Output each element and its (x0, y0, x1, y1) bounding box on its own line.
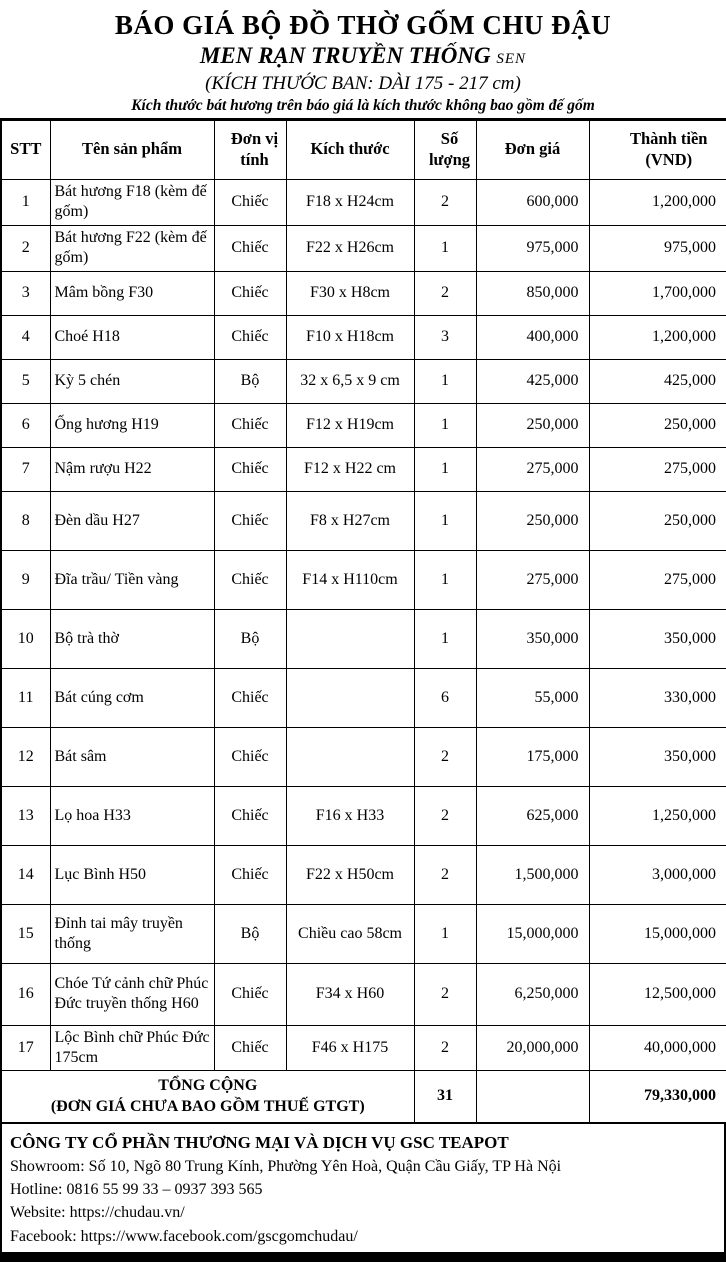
cell-price: 350,000 (476, 609, 589, 668)
cell-qty: 2 (414, 271, 476, 315)
cell-name: Nậm rượu H22 (50, 447, 214, 491)
cell-name: Chóe Tứ cảnh chữ Phúc Đức truyền thống H60 (50, 963, 214, 1025)
cell-size: F8 x H27cm (286, 491, 414, 550)
cell-price: 15,000,000 (476, 904, 589, 963)
facebook-url: https://www.facebook.com/gscgomchudau/ (80, 1227, 358, 1245)
cell-unit: Bộ (214, 609, 286, 668)
cell-size: F16 x H33 (286, 786, 414, 845)
table-row (1, 609, 726, 668)
total-label (1, 1070, 414, 1123)
col-header-total: Thành tiền (VND) (589, 119, 726, 179)
cell-price: 55,000 (476, 668, 589, 727)
cell-qty: 2 (414, 1025, 476, 1070)
cell-stt: 12 (1, 727, 50, 786)
table-row (1, 179, 726, 225)
subtitle-suffix: SEN (496, 51, 527, 68)
cell-total: 275,000 (589, 550, 726, 609)
company-footer (0, 1124, 726, 1252)
col-header-stt: STT (1, 119, 50, 179)
col-header-size: Kích thước (286, 119, 414, 179)
grand-total-amount: 79,330,000 (589, 1070, 726, 1123)
facebook-line (10, 1225, 716, 1248)
showroom-address: Showroom: Số 10, Ngõ 80 Trung Kính, Phường Yên Hoà, Quận Cầu Giấy, TP Hà Nội (10, 1158, 562, 1176)
cell-stt: 14 (1, 845, 50, 904)
subtitle-text: MEN RẠN TRUYỀN THỐNG (199, 43, 491, 69)
cell-name: Lọ hoa H33 (50, 786, 214, 845)
cell-unit: Bộ (214, 359, 286, 403)
cell-unit: Chiếc (214, 315, 286, 359)
cell-size: F18 x H24cm (286, 179, 414, 225)
cell-size: F12 x H19cm (286, 403, 414, 447)
header-row (1, 119, 726, 179)
cell-name: Lục Bình H50 (50, 845, 214, 904)
cell-name: Mâm bồng F30 (50, 271, 214, 315)
table-row (1, 904, 726, 963)
cell-name: Lộc Bình chữ Phúc Đức 175cm (50, 1025, 214, 1070)
price-table-header (1, 119, 726, 179)
cell-name: Đỉnh tai mây truyền thống (50, 904, 214, 963)
cell-total: 425,000 (589, 359, 726, 403)
document-header (0, 0, 726, 118)
total-label-line1: TỔNG CỘNG (158, 1076, 258, 1094)
table-row (1, 225, 726, 271)
table-row (1, 403, 726, 447)
table-body (1, 179, 726, 1070)
table-row (1, 315, 726, 359)
website-line (10, 1201, 716, 1224)
cell-total: 1,700,000 (589, 271, 726, 315)
website-label: Website: (10, 1204, 70, 1222)
cell-total: 350,000 (589, 727, 726, 786)
cell-size: F10 x H18cm (286, 315, 414, 359)
cell-price: 250,000 (476, 491, 589, 550)
incense-bowl-note: Kích thước bát hương trên báo giá là kích thước không bao gồm đế gốm (131, 96, 595, 114)
table-row (1, 727, 726, 786)
cell-size (286, 609, 414, 668)
cell-total: 1,200,000 (589, 315, 726, 359)
cell-total: 250,000 (589, 403, 726, 447)
cell-size (286, 668, 414, 727)
price-table (0, 118, 726, 1125)
cell-qty: 1 (414, 609, 476, 668)
col-header-price: Đơn giá (476, 119, 589, 179)
cell-qty: 1 (414, 225, 476, 271)
facebook-label: Facebook: (10, 1227, 81, 1245)
cell-unit: Chiếc (214, 1025, 286, 1070)
cell-total: 15,000,000 (589, 904, 726, 963)
cell-qty: 1 (414, 447, 476, 491)
cell-price: 975,000 (476, 225, 589, 271)
cell-unit: Chiếc (214, 447, 286, 491)
cell-unit: Chiếc (214, 786, 286, 845)
cell-price: 1,500,000 (476, 845, 589, 904)
cell-price: 175,000 (476, 727, 589, 786)
col-header-unit: Đơn vị tính (214, 119, 286, 179)
cell-stt: 10 (1, 609, 50, 668)
cell-price: 275,000 (476, 550, 589, 609)
total-price-empty-cell (476, 1070, 589, 1123)
cell-qty: 1 (414, 359, 476, 403)
cell-unit: Chiếc (214, 550, 286, 609)
total-row (1, 1070, 726, 1123)
page-bottom-edge (0, 1252, 726, 1262)
cell-total: 1,200,000 (589, 179, 726, 225)
cell-unit: Bộ (214, 904, 286, 963)
cell-stt: 15 (1, 904, 50, 963)
cell-unit: Chiếc (214, 225, 286, 271)
cell-stt: 2 (1, 225, 50, 271)
cell-stt: 13 (1, 786, 50, 845)
cell-qty: 1 (414, 904, 476, 963)
cell-size: F14 x H110cm (286, 550, 414, 609)
cell-unit: Chiếc (214, 668, 286, 727)
cell-price: 6,250,000 (476, 963, 589, 1025)
company-name: CÔNG TY CỔ PHẦN THƯƠNG MẠI VÀ DỊCH VỤ GSC TEAPOT (10, 1133, 509, 1153)
table-row (1, 550, 726, 609)
website-url: https://chudau.vn/ (69, 1204, 185, 1222)
cell-price: 400,000 (476, 315, 589, 359)
cell-stt: 8 (1, 491, 50, 550)
cell-size: F34 x H60 (286, 963, 414, 1025)
cell-name: Kỳ 5 chén (50, 359, 214, 403)
table-row (1, 447, 726, 491)
table-foot (1, 1070, 726, 1123)
table-row (1, 786, 726, 845)
cell-qty: 1 (414, 403, 476, 447)
cell-unit: Chiếc (214, 179, 286, 225)
cell-size: F46 x H175 (286, 1025, 414, 1070)
table-row (1, 359, 726, 403)
cell-qty: 2 (414, 727, 476, 786)
hotline: Hotline: 0816 55 99 33 – 0937 393 565 (10, 1181, 263, 1199)
total-quantity: 31 (414, 1070, 476, 1123)
table-row (1, 1025, 726, 1070)
cell-total: 12,500,000 (589, 963, 726, 1025)
table-row (1, 271, 726, 315)
cell-unit: Chiếc (214, 271, 286, 315)
cell-unit: Chiếc (214, 845, 286, 904)
cell-price: 600,000 (476, 179, 589, 225)
cell-name: Choé H18 (50, 315, 214, 359)
cell-price: 625,000 (476, 786, 589, 845)
cell-qty: 2 (414, 963, 476, 1025)
cell-size: Chiều cao 58cm (286, 904, 414, 963)
cell-name: Đĩa trầu/ Tiền vàng (50, 550, 214, 609)
table-row (1, 963, 726, 1025)
cell-name: Ống hương H19 (50, 403, 214, 447)
cell-qty: 2 (414, 179, 476, 225)
cell-name: Bát cúng cơm (50, 668, 214, 727)
cell-qty: 6 (414, 668, 476, 727)
cell-qty: 3 (414, 315, 476, 359)
cell-stt: 7 (1, 447, 50, 491)
cell-total: 975,000 (589, 225, 726, 271)
total-label-line2: (ĐƠN GIÁ CHƯA BAO GỒM THUẾ GTGT) (50, 1098, 365, 1116)
cell-name: Bát hương F18 (kèm đế gốm) (50, 179, 214, 225)
cell-size (286, 727, 414, 786)
cell-total: 330,000 (589, 668, 726, 727)
page-subtitle (0, 43, 726, 69)
cell-qty: 1 (414, 491, 476, 550)
cell-qty: 2 (414, 845, 476, 904)
cell-stt: 4 (1, 315, 50, 359)
table-row (1, 668, 726, 727)
cell-size: F22 x H26cm (286, 225, 414, 271)
cell-stt: 9 (1, 550, 50, 609)
cell-total: 350,000 (589, 609, 726, 668)
cell-price: 275,000 (476, 447, 589, 491)
cell-stt: 16 (1, 963, 50, 1025)
altar-size-note: (KÍCH THƯỚC BAN: DÀI 175 - 217 cm) (205, 72, 521, 94)
table-row (1, 845, 726, 904)
cell-name: Bát hương F22 (kèm đế gốm) (50, 225, 214, 271)
cell-size: F30 x H8cm (286, 271, 414, 315)
cell-qty: 2 (414, 786, 476, 845)
cell-price: 250,000 (476, 403, 589, 447)
col-header-name: Tên sản phẩm (50, 119, 214, 179)
cell-total: 1,250,000 (589, 786, 726, 845)
cell-total: 40,000,000 (589, 1025, 726, 1070)
cell-stt: 11 (1, 668, 50, 727)
cell-name: Đèn dầu H27 (50, 491, 214, 550)
cell-size: F12 x H22 cm (286, 447, 414, 491)
cell-stt: 6 (1, 403, 50, 447)
cell-stt: 5 (1, 359, 50, 403)
col-header-qty: Số lượng (414, 119, 476, 179)
cell-stt: 17 (1, 1025, 50, 1070)
cell-unit: Chiếc (214, 727, 286, 786)
cell-name: Bộ trà thờ (50, 609, 214, 668)
page-title: BÁO GIÁ BỘ ĐỒ THỜ GỐM CHU ĐẬU (114, 10, 612, 40)
cell-total: 250,000 (589, 491, 726, 550)
cell-unit: Chiếc (214, 491, 286, 550)
cell-name: Bát sâm (50, 727, 214, 786)
cell-size: F22 x H50cm (286, 845, 414, 904)
cell-unit: Chiếc (214, 403, 286, 447)
cell-stt: 3 (1, 271, 50, 315)
cell-total: 3,000,000 (589, 845, 726, 904)
table-row (1, 491, 726, 550)
cell-qty: 1 (414, 550, 476, 609)
cell-stt: 1 (1, 179, 50, 225)
cell-size: 32 x 6,5 x 9 cm (286, 359, 414, 403)
cell-price: 850,000 (476, 271, 589, 315)
cell-unit: Chiếc (214, 963, 286, 1025)
cell-total: 275,000 (589, 447, 726, 491)
cell-price: 20,000,000 (476, 1025, 589, 1070)
cell-price: 425,000 (476, 359, 589, 403)
